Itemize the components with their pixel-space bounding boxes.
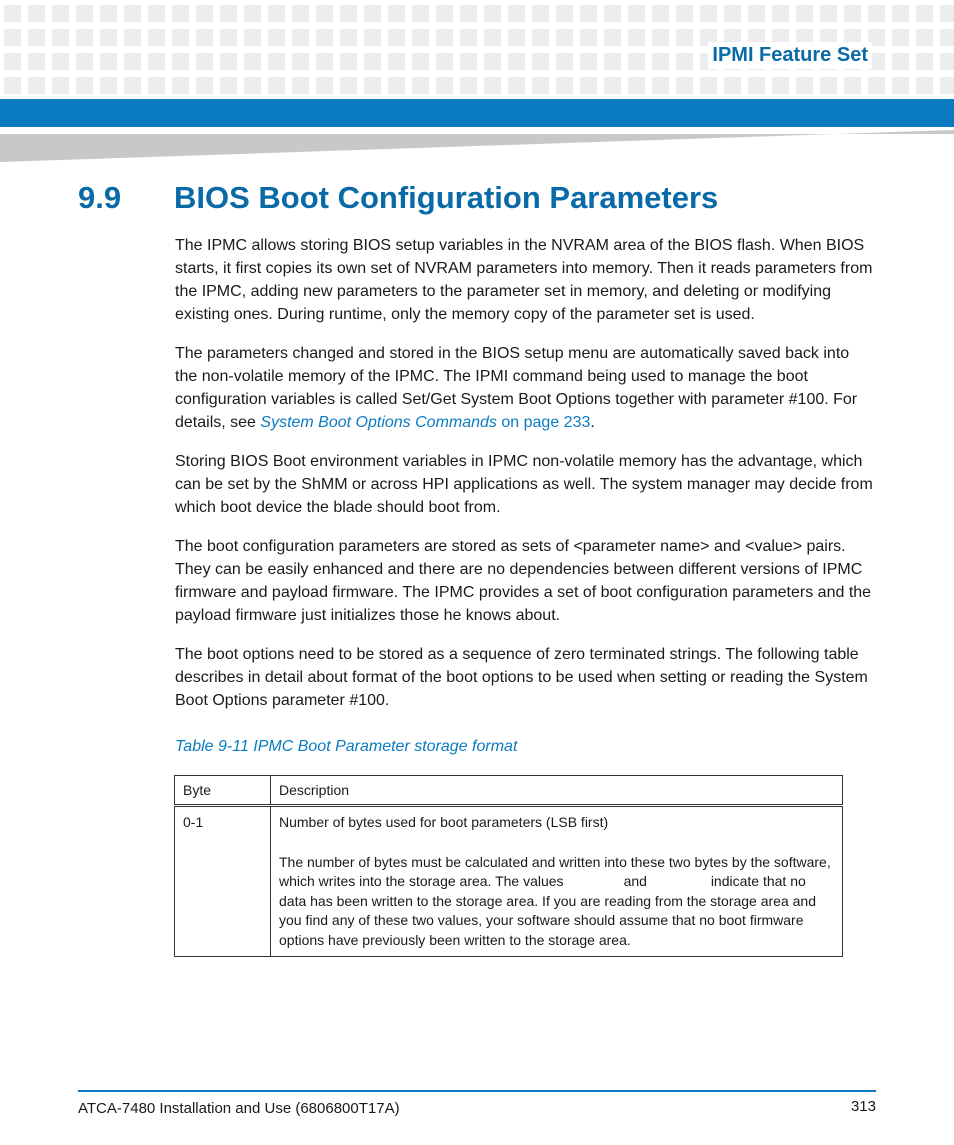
- header-gray-wedge: [0, 130, 954, 164]
- description-line-1: Number of bytes used for boot parameters (LSB first): [279, 814, 609, 830]
- paragraph-3: Storing BIOS Boot environment variables in IPMC non-volatile memory has the advantage, which can be set by the ShMM or across HPI applications as well. The system manager may decide from which boot device the blade should boot from.: [175, 453, 873, 516]
- system-boot-options-link[interactable]: [260, 414, 590, 431]
- description-line-2c: indicate that no data has been written to the storage area. If you are reading from the storage area and you find any of these two values, your software should assume that no boot firmware options have previously been written to the storage area.: [279, 873, 817, 948]
- description-line-2b: and: [623, 873, 647, 889]
- boot-parameter-table: [174, 775, 843, 957]
- description-cell: [271, 806, 843, 957]
- header-description: Description: [271, 776, 843, 806]
- table-row: [175, 806, 843, 957]
- footer-rule: [78, 1090, 876, 1092]
- section-title: BIOS Boot Configuration Parameters: [174, 180, 719, 215]
- paragraph-2: [175, 342, 875, 434]
- running-header-title: IPMI Feature Set: [708, 42, 872, 69]
- section-number: 9.9: [78, 180, 122, 215]
- table-caption: Table 9-11 IPMC Boot Parameter storage format: [175, 738, 518, 755]
- table-header-row: [175, 776, 843, 806]
- paragraph-5: The boot options need to be stored as a sequence of zero terminated strings. The following table describes in detail about format of the boot options to be used when setting or reading the System Boot Options parameter #100.: [175, 646, 868, 709]
- paragraph-4: The boot configuration parameters are stored as sets of <parameter name> and <value> pairs. They can be easily enhanced and there are no dependencies between different versions of IPMC firmware and payload firmware. The IPMC provides a set of boot configuration parameters and the payload firmware just initializes those he knows about.: [175, 538, 872, 624]
- footer-page-number: 313: [850, 1098, 876, 1115]
- header-byte: Byte: [175, 776, 271, 806]
- header-blue-band: [0, 99, 954, 127]
- link-title: System Boot Options Commands: [260, 414, 497, 431]
- paragraph-1: The IPMC allows storing BIOS setup variables in the NVRAM area of the BIOS flash. When BIOS starts, it first copies its own set of NVRAM parameters into memory. Then it reads parameters from the IPMC, adding new parameters to the parameter set in memory, and deleting or modifying existing ones. During runtime, only the memory copy of the parameter set is used.: [175, 237, 873, 323]
- paragraph-2-end: .: [590, 414, 595, 431]
- footer-document-title: ATCA-7480 Installation and Use (6806800T17A): [78, 1100, 400, 1117]
- link-page: on page 233: [496, 414, 591, 431]
- description-line-2a: The number of bytes must be calculated and written into these two bytes by the software, which writes into the storage area. The values: [279, 853, 831, 889]
- description-line-2: [279, 853, 834, 951]
- byte-cell: 0-1: [175, 806, 271, 957]
- section-heading: [78, 180, 718, 216]
- paragraph-2-text: The parameters changed and stored in the BIOS setup menu are automatically saved back into the non-volatile memory of the IPMC. The IPMI command being used to manage the boot configuration variables is called Set/Get System Boot Options together with parameter #100. For details, see: [175, 345, 858, 431]
